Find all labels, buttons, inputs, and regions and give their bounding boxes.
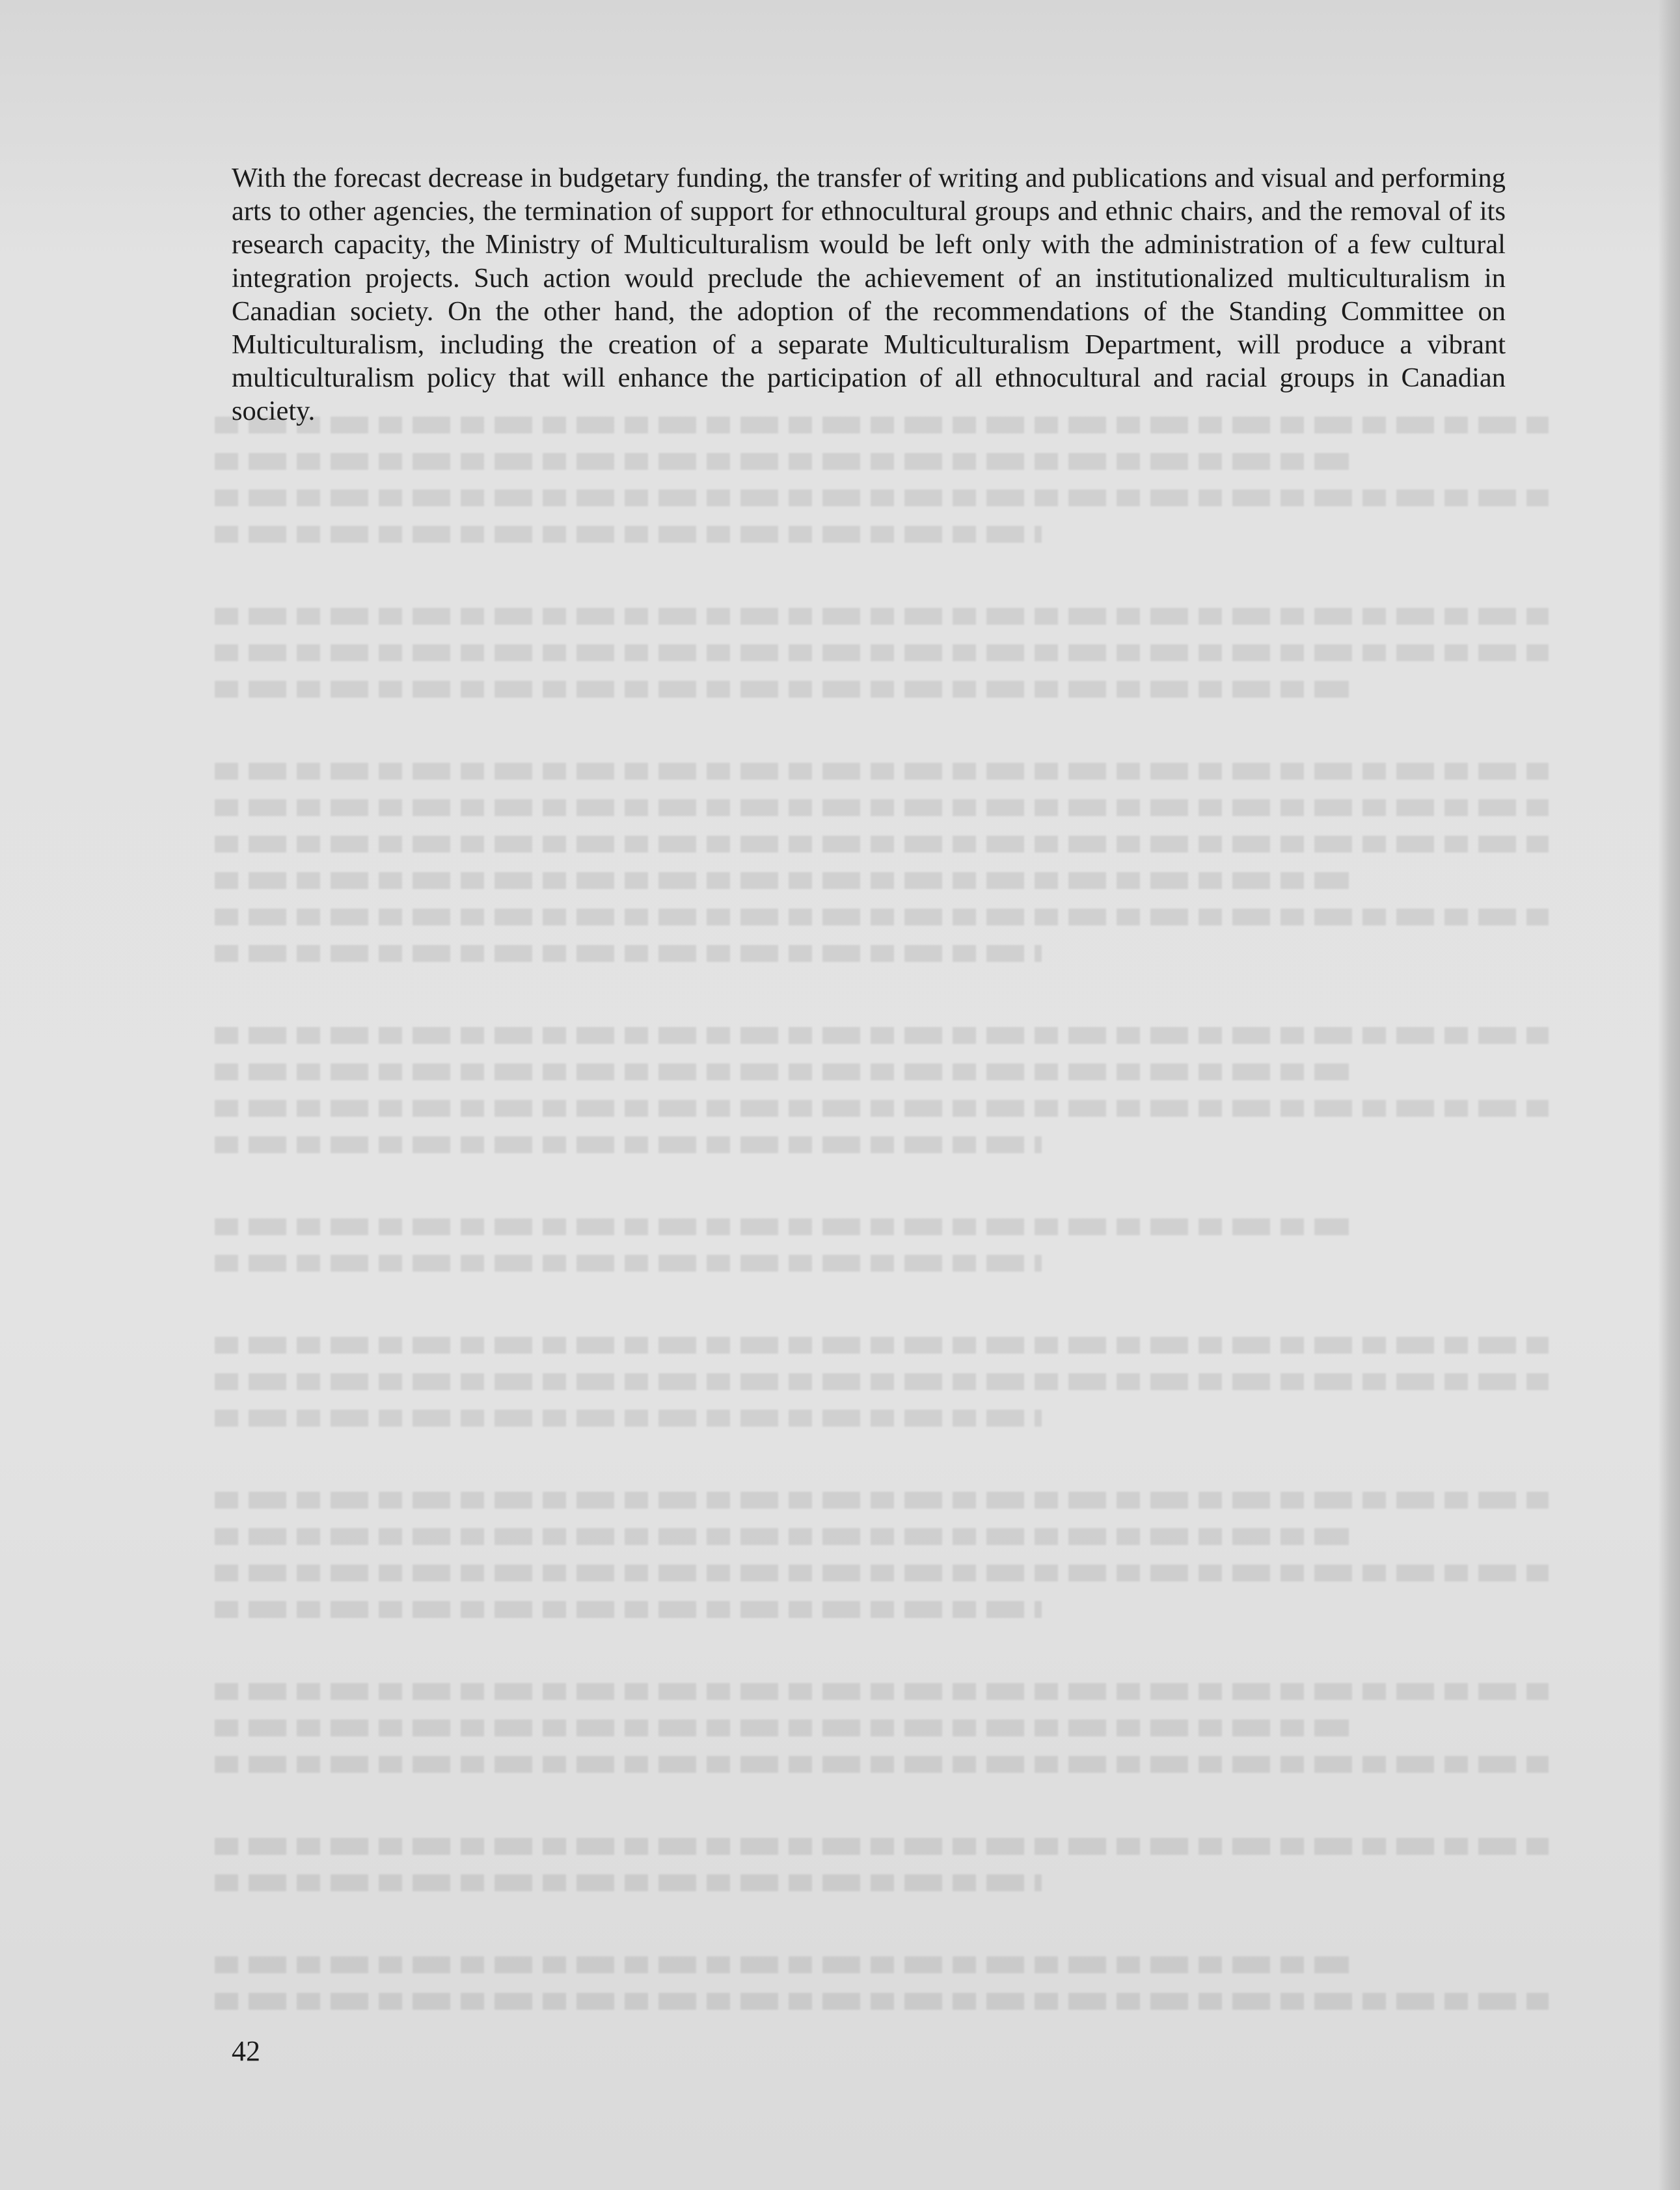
show-through-text	[215, 417, 1549, 2031]
page-number: 42	[232, 2035, 260, 2067]
body-paragraph: With the forecast decrease in budgetary funding, the transfer of writing and publications and visual and performing arts to other agencies, the termination of support for ethnocultural groups and ethnic chairs, and the removal of its research capacity, the Ministry of Multiculturalism would be left only with the administration of a few cultural integration projects. Such action would preclude the achievement of an institutionalized multiculturalism in Canadian society. On the other hand, the adoption of the recommendations of the Standing Committee on Multiculturalism, including the creation of a separate Multiculturalism Department, will produce a vibrant multiculturalism policy that will enhance the participation of all ethnocultural and racial groups in Canadian society.	[232, 163, 1506, 427]
page-edge-shadow	[1658, 0, 1680, 2190]
